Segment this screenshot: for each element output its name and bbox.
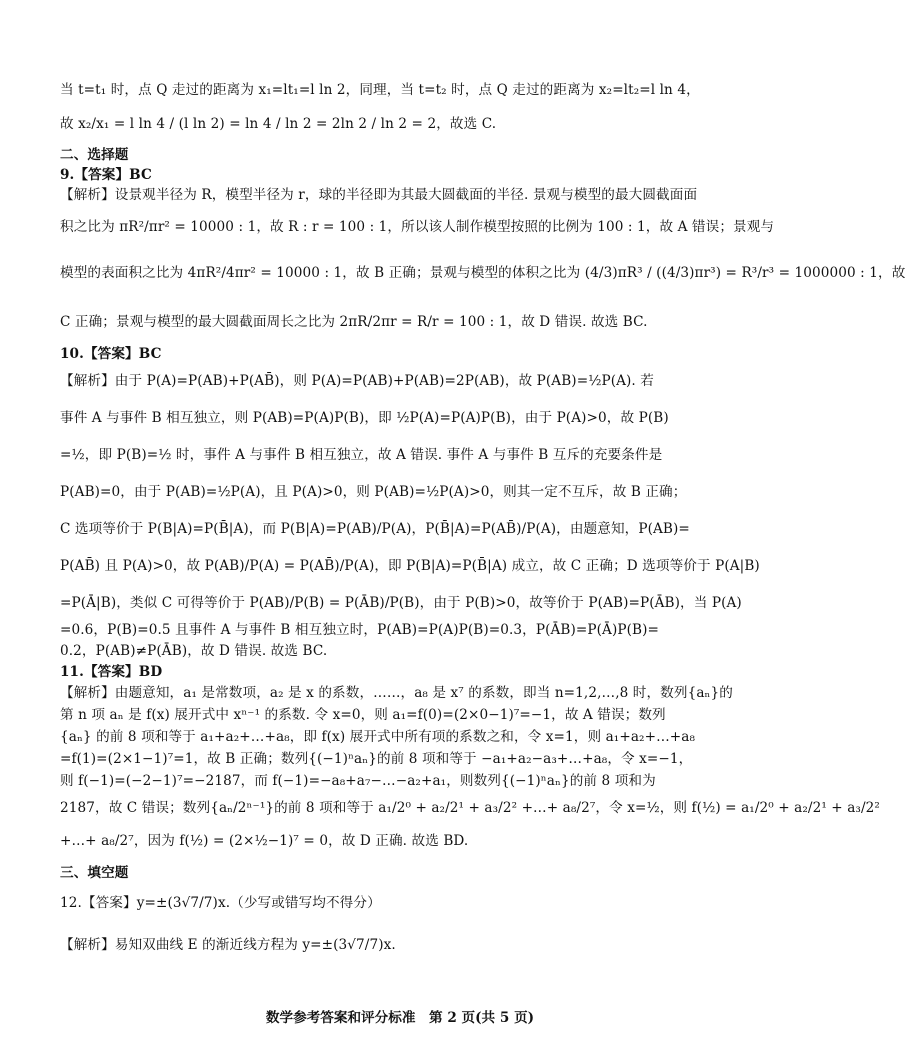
text-line: =0.6，P(B)=0.5 且事件 A 与事件 B 相互独立时，P(AB)=P(A)P(B)=0.3，P(ĀB)=P(Ā)P(B)= (60, 622, 660, 638)
page-footer: 数学参考答案和评分标准 第 2 页(共 5 页) (265, 1010, 535, 1026)
text-line: 【解析】由于 P(A)=P(AB)+P(AB̄)，则 P(A)=P(AB)+P(AB)=2P(AB)，故 P(AB)=½P(A). 若 (60, 373, 654, 389)
text-line: =P(Ā|B)，类似 C 可得等价于 P(AB)/P(B) = P(ĀB)/P(B)，由于 P(B)>0，故等价于 P(AB)=P(ĀB)，当 P(A) (60, 595, 742, 611)
section-heading: 二、选择题 (60, 147, 129, 163)
text-line: C 选项等价于 P(B|A)=P(B̄|A)，而 P(B|A)=P(AB)/P(A)，P(B̄|A)=P(AB̄)/P(A)，由题意知，P(AB)= (60, 521, 690, 537)
question-answer: 9.【答案】BC (60, 167, 152, 183)
text-line: C 正确；景观与模型的最大圆截面周长之比为 2πR/2πr = R/r = 100 : 1，故 D 错误. 故选 BC. (60, 314, 648, 330)
text-line: 模型的表面积之比为 4πR²/4πr² = 10000 : 1，故 B 正确；景观与模型的体积之比为 (4/3)πR³ / ((4/3)πr³) = R³/r³ = 1000000 : 1，故 (60, 265, 905, 281)
question-answer: 11.【答案】BD (60, 664, 163, 680)
text-line: 【解析】设景观半径为 R，模型半径为 r，球的半径即为其最大圆截面的半径. 景观与模型的最大圆截面面 (60, 187, 698, 203)
text-line: 积之比为 πR²/πr² = 10000 : 1，故 R : r = 100 : 1，所以该人制作模型按照的比例为 100 : 1，故 A 错误；景观与 (60, 219, 775, 235)
text-line: {aₙ} 的前 8 项和等于 a₁+a₂+…+a₈，即 f(x) 展开式中所有项的系数之和，令 x=1，则 a₁+a₂+…+a₈ (60, 729, 696, 745)
text-line: =f(1)=(2×1−1)⁷=1，故 B 正确；数列{(−1)ⁿaₙ}的前 8 项和等于 −a₁+a₂−a₃+…+a₈，令 x=−1， (60, 751, 693, 767)
text-line: 则 f(−1)=(−2−1)⁷=−2187，而 f(−1)=−a₈+a₇−…−a₂+a₁，则数列{(−1)ⁿaₙ}的前 8 项和为 (60, 773, 656, 789)
text-line: =½，即 P(B)=½ 时，事件 A 与事件 B 相互独立，故 A 错误. 事件 A 与事件 B 互斥的充要条件是 (60, 447, 663, 463)
text-line: +…+ a₈/2⁷，因为 f(½) = (2×½−1)⁷ = 0，故 D 正确. 故选 BD. (60, 833, 469, 849)
section-heading: 三、填空题 (60, 865, 129, 881)
text-line: 0.2，P(AB)≠P(ĀB)，故 D 错误. 故选 BC. (60, 643, 328, 659)
text-line: 2187，故 C 错误；数列{aₙ/2ⁿ⁻¹}的前 8 项和等于 a₁/2⁰ + a₂/2¹ + a₃/2² +…+ a₈/2⁷，令 x=½，则 f(½) = a₁/2⁰ + a₂/2¹ + a₃/2² (60, 800, 880, 816)
text-line: 事件 A 与事件 B 相互独立，则 P(AB)=P(A)P(B)，即 ½P(A)=P(A)P(B)，由于 P(A)>0，故 P(B) (60, 410, 669, 426)
question-answer: 10.【答案】BC (60, 346, 162, 362)
text-line: P(AB̄) 且 P(A)>0，故 P(AB)/P(A) = P(AB̄)/P(A)，即 P(B|A)=P(B̄|A) 成立，故 C 正确；D 选项等价于 P(A|B) (60, 558, 760, 574)
text-line: 12.【答案】y=±(3√7/7)x.（少写或错写均不得分） (60, 895, 381, 911)
text-line: 第 n 项 aₙ 是 f(x) 展开式中 xⁿ⁻¹ 的系数. 令 x=0，则 a₁=f(0)=(2×0−1)⁷=−1，故 A 错误；数列 (60, 707, 666, 723)
text-line: 故 x₂/x₁ = l ln 4 / (l ln 2) = ln 4 / ln 2 = 2ln 2 / ln 2 = 2，故选 C. (60, 116, 497, 132)
text-line: 当 t=t₁ 时，点 Q 走过的距离为 x₁=lt₁=l ln 2，同理，当 t=t₂ 时，点 Q 走过的距离为 x₂=lt₂=l ln 4， (60, 82, 700, 98)
text-line: P(AB)=0，由于 P(AB)=½P(A)，且 P(A)>0，则 P(AB)=½P(A)>0，则其一定不互斥，故 B 正确； (60, 484, 687, 500)
text-line: 【解析】易知双曲线 E 的渐近线方程为 y=±(3√7/7)x. (60, 937, 396, 953)
text-line: 【解析】由题意知，a₁ 是常数项，a₂ 是 x 的系数，……，a₈ 是 x⁷ 的系数，即当 n=1,2,…,8 时，数列{aₙ}的 (60, 685, 733, 701)
